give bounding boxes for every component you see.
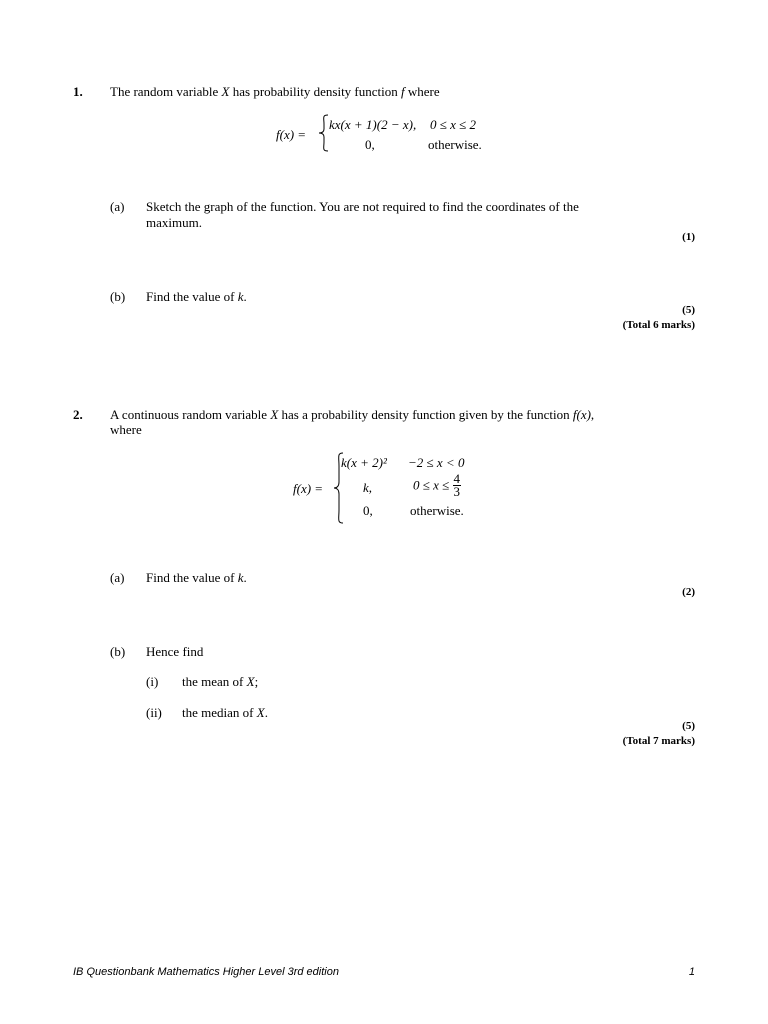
q1-intro-f: f <box>401 84 405 99</box>
q2-part-a-marks: (2) <box>682 586 695 598</box>
q1-intro-mid: has probability density function <box>229 84 402 99</box>
q2-intro-end: , <box>590 407 595 422</box>
q2-part-b-i-var: X <box>246 674 255 689</box>
q1-part-b-label: (b) <box>110 289 126 304</box>
q2-part-b-text: Hence find <box>146 644 204 659</box>
q2-case3-expr: 0, <box>363 503 373 518</box>
q2-case2-expr: k, <box>363 480 373 495</box>
q2-part-b-label: (b) <box>110 644 126 659</box>
q2-part-b-i-text <box>182 674 258 690</box>
footer-source: IB Questionbank Mathematics Higher Level 3rd edition <box>73 966 339 978</box>
q2-intro-fx: f(x) <box>572 407 591 422</box>
q2-intro-prefix: A continuous random variable <box>110 407 271 422</box>
q2-case2-frac-num: 4 <box>453 471 461 486</box>
q2-case2-cond <box>413 473 461 498</box>
q1-intro-prefix: The random variable <box>110 84 222 99</box>
question-1-intro <box>110 84 440 100</box>
q2-intro-mid: has a probability density function given by the function <box>278 407 573 422</box>
q1-part-b-end: . <box>243 289 247 304</box>
q2-part-b-marks: (5) <box>682 720 695 732</box>
q2-part-a-prefix: Find the value of <box>146 570 238 585</box>
q1-part-b-prefix: Find the value of <box>146 289 238 304</box>
q2-part-b-i-prefix: the mean of <box>182 674 247 689</box>
footer-page-number: 1 <box>688 966 695 978</box>
q1-intro-var: X <box>221 84 230 99</box>
q1-part-a-label: (a) <box>110 199 125 214</box>
q2-part-b-ii-prefix: the median of <box>182 705 257 720</box>
q1-part-b-marks: (5) <box>682 304 695 316</box>
question-2-intro-line2: where <box>110 422 142 437</box>
q2-part-b-ii-end: . <box>264 705 268 720</box>
q2-part-a-text <box>146 570 247 586</box>
q2-part-b-i-label: (i) <box>146 674 159 689</box>
q2-part-b-ii-var: X <box>256 705 265 720</box>
q1-case1-expr: kx(x + 1)(2 − x), <box>329 117 417 132</box>
q1-fx-label: f(x) = <box>276 127 307 142</box>
q2-intro-var: X <box>270 407 279 422</box>
q2-part-b-ii-text <box>182 705 268 721</box>
q2-part-b-ii-label: (ii) <box>146 705 162 720</box>
q1-total-marks: (Total 6 marks) <box>622 319 695 331</box>
q2-case2-cond-prefix: 0 ≤ x ≤ <box>413 477 450 493</box>
q1-part-b-var: k <box>237 289 244 304</box>
q1-case2-expr: 0, <box>365 137 375 152</box>
q2-case2-frac-den: 3 <box>453 484 461 499</box>
q2-case3-cond: otherwise. <box>410 503 464 518</box>
q2-fx-label: f(x) = <box>293 481 324 496</box>
q2-part-b-i-end: ; <box>254 674 259 689</box>
q1-case2-cond: otherwise. <box>428 137 482 152</box>
q1-intro-suffix: where <box>404 84 440 99</box>
question-1-number: 1. <box>73 84 83 99</box>
q2-part-a-var: k <box>237 570 244 585</box>
q2-case1-cond: −2 ≤ x < 0 <box>408 455 465 470</box>
q2-part-a-label: (a) <box>110 570 125 585</box>
question-2-intro-line1 <box>110 407 594 423</box>
q2-total-marks: (Total 7 marks) <box>622 735 695 747</box>
q1-case1-cond: 0 ≤ x ≤ 2 <box>430 117 477 132</box>
q1-part-a-text-line2: maximum. <box>146 215 202 230</box>
q1-part-a-text-line1: Sketch the graph of the function. You are not required to find the coordinates of the <box>146 199 579 214</box>
q2-case1-expr: k(x + 2)² <box>341 455 387 470</box>
q1-part-a-marks: (1) <box>682 231 695 243</box>
question-2-number: 2. <box>73 407 83 422</box>
q2-part-a-end: . <box>243 570 247 585</box>
q2-case2-fraction <box>453 473 462 498</box>
q1-part-b-text <box>146 289 247 305</box>
